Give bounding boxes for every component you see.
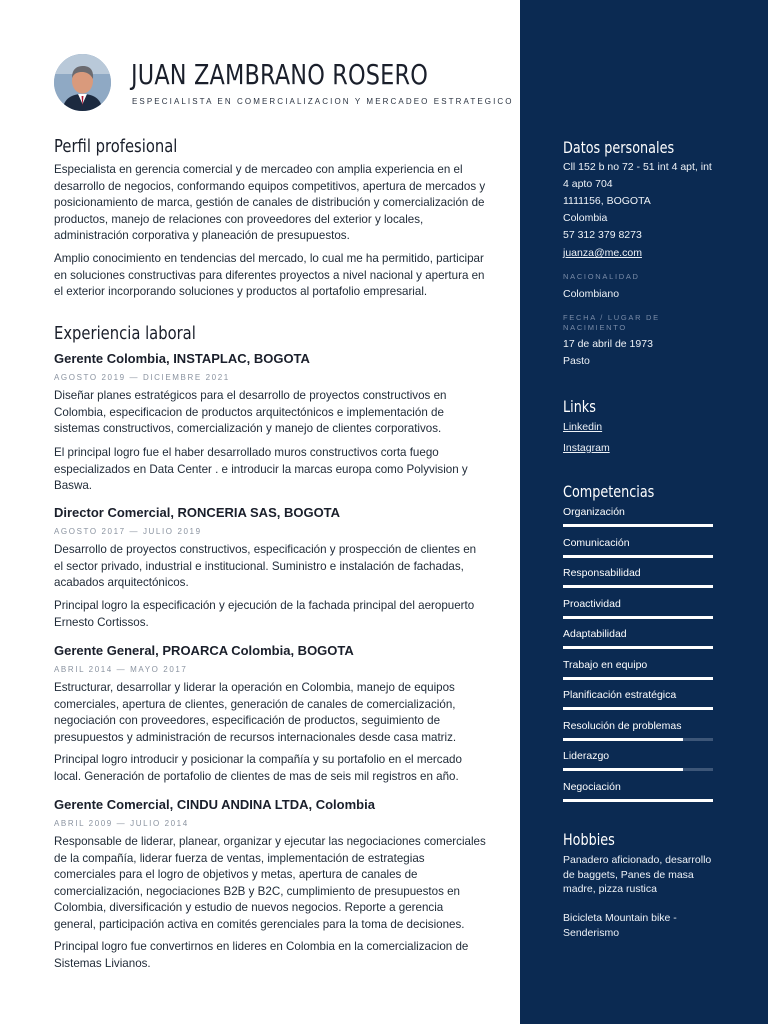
nationality-value: Colombiano: [563, 288, 620, 300]
candidate-name: JUAN ZAMBRANO ROSERO: [131, 58, 429, 91]
skill-level-fill: [563, 555, 713, 558]
skill-level-fill: [563, 677, 713, 680]
job-description: Desarrollo de proyectos constructivos, especificación y prospección de clientes en el sector privado, industrial e institucional. Suministro e instalación de fachadas, acabados arquitectónicos.: [54, 543, 477, 590]
candidate-subtitle: ESPECIALISTA EN COMERCIALIZACION Y MERCADEO ESTRATEGICO: [132, 97, 514, 106]
skill-level-bar: [563, 768, 713, 771]
skill-level-bar: [563, 677, 713, 680]
skill-level-fill: [563, 524, 713, 527]
job-description: Diseñar planes estratégicos para el desarrollo de proyectos constructivos en Colombia, especificacion de productos arquitectónicos e implementación de sistemas constructivos, comercialización y manejo de clientes corporativos.: [54, 389, 447, 436]
birth-date: 17 de abril de 1973: [563, 338, 653, 350]
hobby-item: Bicicleta Mountain bike - Senderismo: [563, 912, 677, 939]
job-achievement: El principal logro fue el haber desarrollado muros constructivos corta fuego especializados en Data Center . e introducir la marcas europa como Polyvision y Baswa.: [54, 446, 468, 493]
skill-name: Proactividad: [563, 598, 621, 610]
skill-name: Responsabilidad: [563, 567, 641, 579]
address-line: Cll 152 b no 72 - 51 int 4 apt, int: [563, 161, 712, 173]
job-achievement: Principal logro la especificación y ejecución de la fachada principal del aeropuerto Ernesto Cortissos.: [54, 599, 475, 629]
linkedin-link[interactable]: Linkedin: [563, 421, 603, 433]
skill-name: Planificación estratégica: [563, 689, 677, 701]
skill-name: Negociación: [563, 781, 621, 793]
profile-section-title: Perfil profesional: [54, 136, 178, 157]
job-achievement: Principal logro fue convertirnos en lideres en Colombia en la comercializacion de Sistemas Livianos.: [54, 940, 469, 970]
skill-level-bar: [563, 738, 713, 741]
avatar-portrait-icon: [54, 54, 111, 111]
job-achievement: Principal logro introducir y posicionar la compañía y su portafolio en el mercado local. Generación de portafolio de clientes de mas de seis mil registros en año.: [54, 753, 462, 783]
sidebar: [520, 0, 768, 1024]
job-dates: AGOSTO 2019 — DICIEMBRE 2021: [54, 373, 230, 382]
country: Colombia: [563, 212, 608, 224]
skill-name: Adaptabilidad: [563, 628, 627, 640]
job-title: Gerente General, PROARCA Colombia, BOGOTA: [54, 643, 354, 658]
profile-paragraph: Especialista en gerencia comercial y de mercadeo con amplia experiencia en el desarrollo de negocios, conformando equipos competitivos, apertura de mercados y posicionamiento de marca, gestión de canales de distribución y comercialización de productos, manejo de relaciones con proveedores del exterior y locales, administración corporativa y planeación de presupuestos.: [54, 163, 486, 243]
skills-section-title: Competencias: [563, 482, 655, 501]
email-link[interactable]: juanza@me.com: [563, 247, 642, 259]
skill-level-fill: [563, 585, 713, 588]
links-section-title: Links: [563, 397, 596, 416]
skill-level-fill: [563, 616, 713, 619]
job-dates: ABRIL 2009 — JULIO 2014: [54, 819, 189, 828]
skill-name: Organización: [563, 506, 625, 518]
skill-level-bar: [563, 616, 713, 619]
skill-name: Trabajo en equipo: [563, 659, 648, 671]
skill-name: Resolución de problemas: [563, 720, 682, 732]
avatar: [54, 54, 111, 111]
job-title: Gerente Comercial, CINDU ANDINA LTDA, Colombia: [54, 797, 375, 812]
skill-level-fill: [563, 768, 683, 771]
skill-level-bar: [563, 555, 713, 558]
phone-number: 57 312 379 8273: [563, 229, 642, 241]
hobbies-section-title: Hobbies: [563, 830, 615, 849]
skill-level-fill: [563, 799, 713, 802]
skill-name: Comunicación: [563, 537, 630, 549]
job-dates: AGOSTO 2017 — JULIO 2019: [54, 527, 202, 536]
skill-level-bar: [563, 799, 713, 802]
personal-section-title: Datos personales: [563, 138, 675, 157]
job-title: Gerente Colombia, INSTAPLAC, BOGOTA: [54, 351, 310, 366]
experience-section-title: Experiencia laboral: [54, 323, 196, 344]
address-line: 4 apto 704: [563, 178, 613, 190]
skill-level-fill: [563, 646, 713, 649]
skill-level-bar: [563, 707, 713, 710]
profile-paragraph: Amplio conocimiento en tendencias del mercado, lo cual me ha permitido, participar en soluciones constructivas para diferentes proyectos a nivel nacional y apertura en el exterior incorporando soluciones y productos al portafolio empresarial.: [54, 252, 485, 299]
skill-level-bar: [563, 585, 713, 588]
birth-label: FECHA / LUGAR DE: [563, 313, 660, 322]
job-description: Estructurar, desarrollar y liderar la operación en Colombia, manejo de equipos comerciales, apertura de clientes, generación de canales de comercialización, negociación con proveedores, especificación de productos, seguimiento de presupuestos y administración de recursos internacionales desde casa matriz.: [54, 681, 457, 744]
instagram-link[interactable]: Instagram: [563, 442, 610, 454]
job-dates: ABRIL 2014 — MAYO 2017: [54, 665, 188, 674]
skill-name: Liderazgo: [563, 750, 610, 762]
skill-level-fill: [563, 707, 713, 710]
nationality-label: NACIONALIDAD: [563, 272, 640, 281]
skill-level-fill: [563, 738, 683, 741]
job-description: Responsable de liderar, planear, organizar y ejecutar las negociaciones comerciales de la compañía, liderar fuerza de ventas, implementación de estrategias comerciales para el logro de objetivos y metas, apertura de canales de comercialización, negociaciones B2B y B2C, cumplimiento de presupuestos en Colombia, diversificación y estudio de nuevos negocios. Reporte a gerencia general, participación activa en comités gerenciales para la toma de decisiones.: [54, 835, 486, 931]
job-title: Director Comercial, RONCERIA SAS, BOGOTA: [54, 505, 341, 520]
birth-place: Pasto: [563, 355, 590, 367]
city-postal: 1111156, BOGOTA: [563, 195, 651, 207]
skill-level-bar: [563, 646, 713, 649]
birth-label: NACIMIENTO: [563, 323, 627, 332]
hobby-item: Panadero aficionado, desarrollo de baggets, Panes de masa madre, pizza rustica: [563, 854, 712, 895]
skill-level-bar: [563, 524, 713, 527]
